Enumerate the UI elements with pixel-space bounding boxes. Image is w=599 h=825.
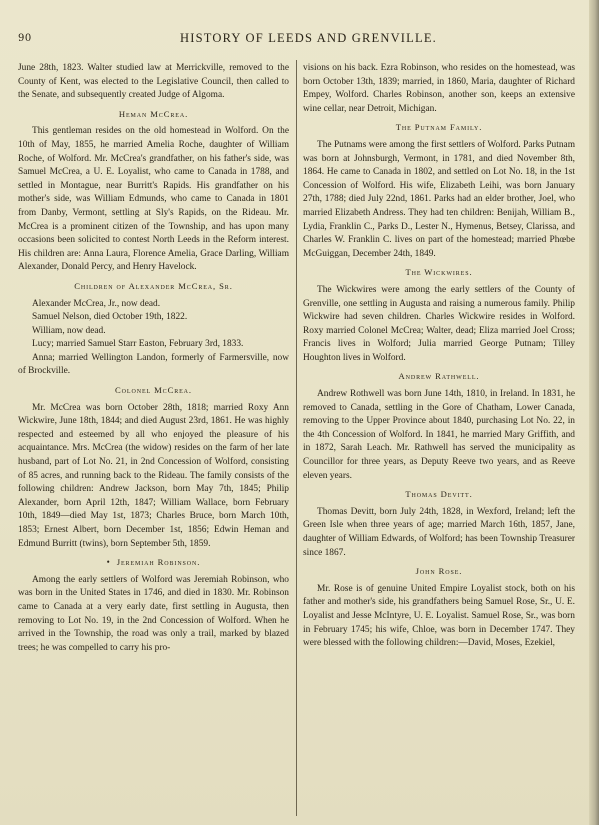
paragraph-putnam-family: The Putnams were among the first settlers of Wolford. Parks Putnam was born at Johnsburgh, Vermont, in 1781, and died November 8th, 1864. He came to Canada in 1802, and settled on Lot No. 18, in the 1st Concession of Wolford. His wife, Elizabeth Leihi, was born January 27th, 1788; died July 22nd, 1861. Parks had an elder brother, Joel, who married Elizabeth Andress. They had ten children: Benijah, William B., Lydia, Franklin C., Parks D., Lester N., Hymenus, Betsey, Clarissa, and Charles W. Franklin C. lives on part of the homestead; married Phœbe McGuiggan, December 24th, 1849.	[303, 139, 575, 259]
column-divider	[296, 60, 297, 816]
page-number: 90	[18, 33, 32, 44]
page-spine-shadow	[589, 0, 599, 825]
child-entry: William, now dead.	[32, 325, 106, 336]
heading-andrew-rathwell: Andrew Rathwell.	[398, 371, 480, 382]
left-column	[18, 62, 289, 655]
paragraph-thomas-devitt: Thomas Devitt, born July 24th, 1828, in Wexford, Ireland; left the Green Isle when three years of age; married March 16th, 1857, Jane, daughter of William Edwards, of Wolford; has been Township Treasurer since 1867.	[303, 506, 575, 558]
heading-children-alexander: Children of Alexander McCrea, Sr.	[74, 280, 233, 291]
child-entry: Lucy; married Samuel Starr Easton, February 3rd, 1833.	[32, 339, 244, 350]
heading-heman-mccrea: Heman McCrea.	[118, 108, 189, 119]
right-column	[303, 62, 575, 651]
paragraph-robinson-continued: visions on his back. Ezra Robinson, who resides on the homestead, was born October 13th, 1839; married, in 1860, Maria, daughter of Richard Empey, Wolford. Charles Robinson, another son, keeps an extensive wine cellar, near Detroit, Michigan.	[303, 63, 575, 114]
heading-thomas-devitt: Thomas Devitt.	[405, 489, 473, 500]
child-entry: Anna; married Wellington Landon, formerly of Farmersville, now of Brockville.	[18, 352, 289, 377]
paragraph-wickwires: The Wickwires were among the early settlers of the County of Grenville, one settling in Augusta and raising a numerous family. Philip Wickwire had seven children. Charles Wickwire resides in Wolford. Roxy married Colonel McCrea; Walter, dead; Eliza married Joel Cross; Francis lives in Wolford; Julia married George Putnam; Tilley Houghton lives in Wolford.	[303, 284, 575, 363]
child-entry: Alexander McCrea, Jr., now dead.	[32, 298, 161, 309]
bullet-mark: •	[106, 557, 111, 568]
heading-jeremiah-text: Jeremiah Robinson.	[116, 557, 201, 568]
paragraph-walter: June 28th, 1823. Walter studied law at Merrickville, removed to the County of Kent, was elected to the Legislative Council, then called to the Senate, and subsequently created Judge of Algoma.	[18, 63, 289, 101]
child-entry: Samuel Nelson, died October 19th, 1822.	[32, 312, 188, 323]
paragraph-colonel-mccrea: Mr. McCrea was born October 28th, 1818; married Roxy Ann Wickwire, June 18th, 1844; and died August 23rd, 1861. He was highly respected and esteemed by all who enjoyed the pleasure of his acquaintance. Mrs. McCrea (the widow) resides on the farm of her late husband, part of Lot No. 21, in 2nd Concession of Wolford, consisting of 85 acres, and running back to the Rideau. The family consists of the following children: Andrew Jackson, born May 7th, 1845; Philip Alexander, born April 12th, 1847; William Wallace, born February 10th, 1849—died May 1st, 1873; Charles Bruce, born March 10th, 1853; Ernest Albert, born December 1st, 1856; Edwin Heman and Edmund Burritt (twins), born September 5th, 1859.	[18, 402, 289, 549]
running-head: HISTORY OF LEEDS AND GRENVILLE.	[180, 31, 437, 45]
heading-wickwires: The Wickwires.	[405, 267, 473, 278]
paragraph-andrew-rathwell: Andrew Rothwell was born June 14th, 1810, in Ireland. In 1831, he removed to Canada, settling in the Gore of Chatham, Lower Canada, removing to the Upper Province about 1840, purchasing Lot No. 22, in the 4th Concession of Wolford. In 1841, he married Mary Griffith, and in 1872, Sarah Leach. Mr. Rathwell has served the municipality as Councillor for three years, as Deputy Reeve two years, and as Reeve eleven years.	[303, 389, 575, 481]
paragraph-john-rose: Mr. Rose is of genuine United Empire Loyalist stock, both on his father and mother's side, his grandfathers being Samuel Rose, Sr., U. E. Loyalist and Jesse McIntyre, U. E. Loyalist. Samuel Rose, Sr., was born in February 1745; his wife, Chloe, was born in December 1747. They were blessed with the following children:—David, Moses, Ezekiel,	[303, 583, 575, 649]
heading-putnam-family: The Putnam Family.	[395, 122, 483, 133]
paragraph-jeremiah-robinson: Among the early settlers of Wolford was Jeremiah Robinson, who was born in the United States in 1746, and died in 1830. Mr. Robinson came to Canada at a very early date, first settling in Augusta, then removing to Lot No. 19, in the 2nd Concession of Wolford. When he arrived in the Township, the road was only a trail, marked by blazed trees; he was compelled to carry his pro-	[18, 574, 289, 653]
paragraph-heman-mccrea: This gentleman resides on the old homestead in Wolford. On the 10th of May, 1855, he married Amelia Roche, daughter of William Roche, of Wolford. Mr. McCrea's grandfather, on his father's side, was Samuel McCrea, a U. E. Loyalist, who came to Canada in 1788, and settled in Montague, near Burritt's Rapids. His grandfather on his mother's side, was William Edmunds, who came to Canada in 1801 from Danby, Vermont, settling at Sly's Rapids, on the Rideau. Mr. McCrea is a prominent citizen of the Township, and has upon many occasions been solicited to contest North Leeds in the Reform interest. His children are: Anna Laura, Florence Amelia, Grace Darling, William Alexander, Donald Percy, and Henry Havelock.	[18, 126, 289, 273]
heading-john-rose: John Rose.	[415, 566, 463, 577]
heading-colonel-mccrea: Colonel McCrea.	[115, 385, 192, 396]
heading-jeremiah-robinson	[18, 556, 289, 570]
